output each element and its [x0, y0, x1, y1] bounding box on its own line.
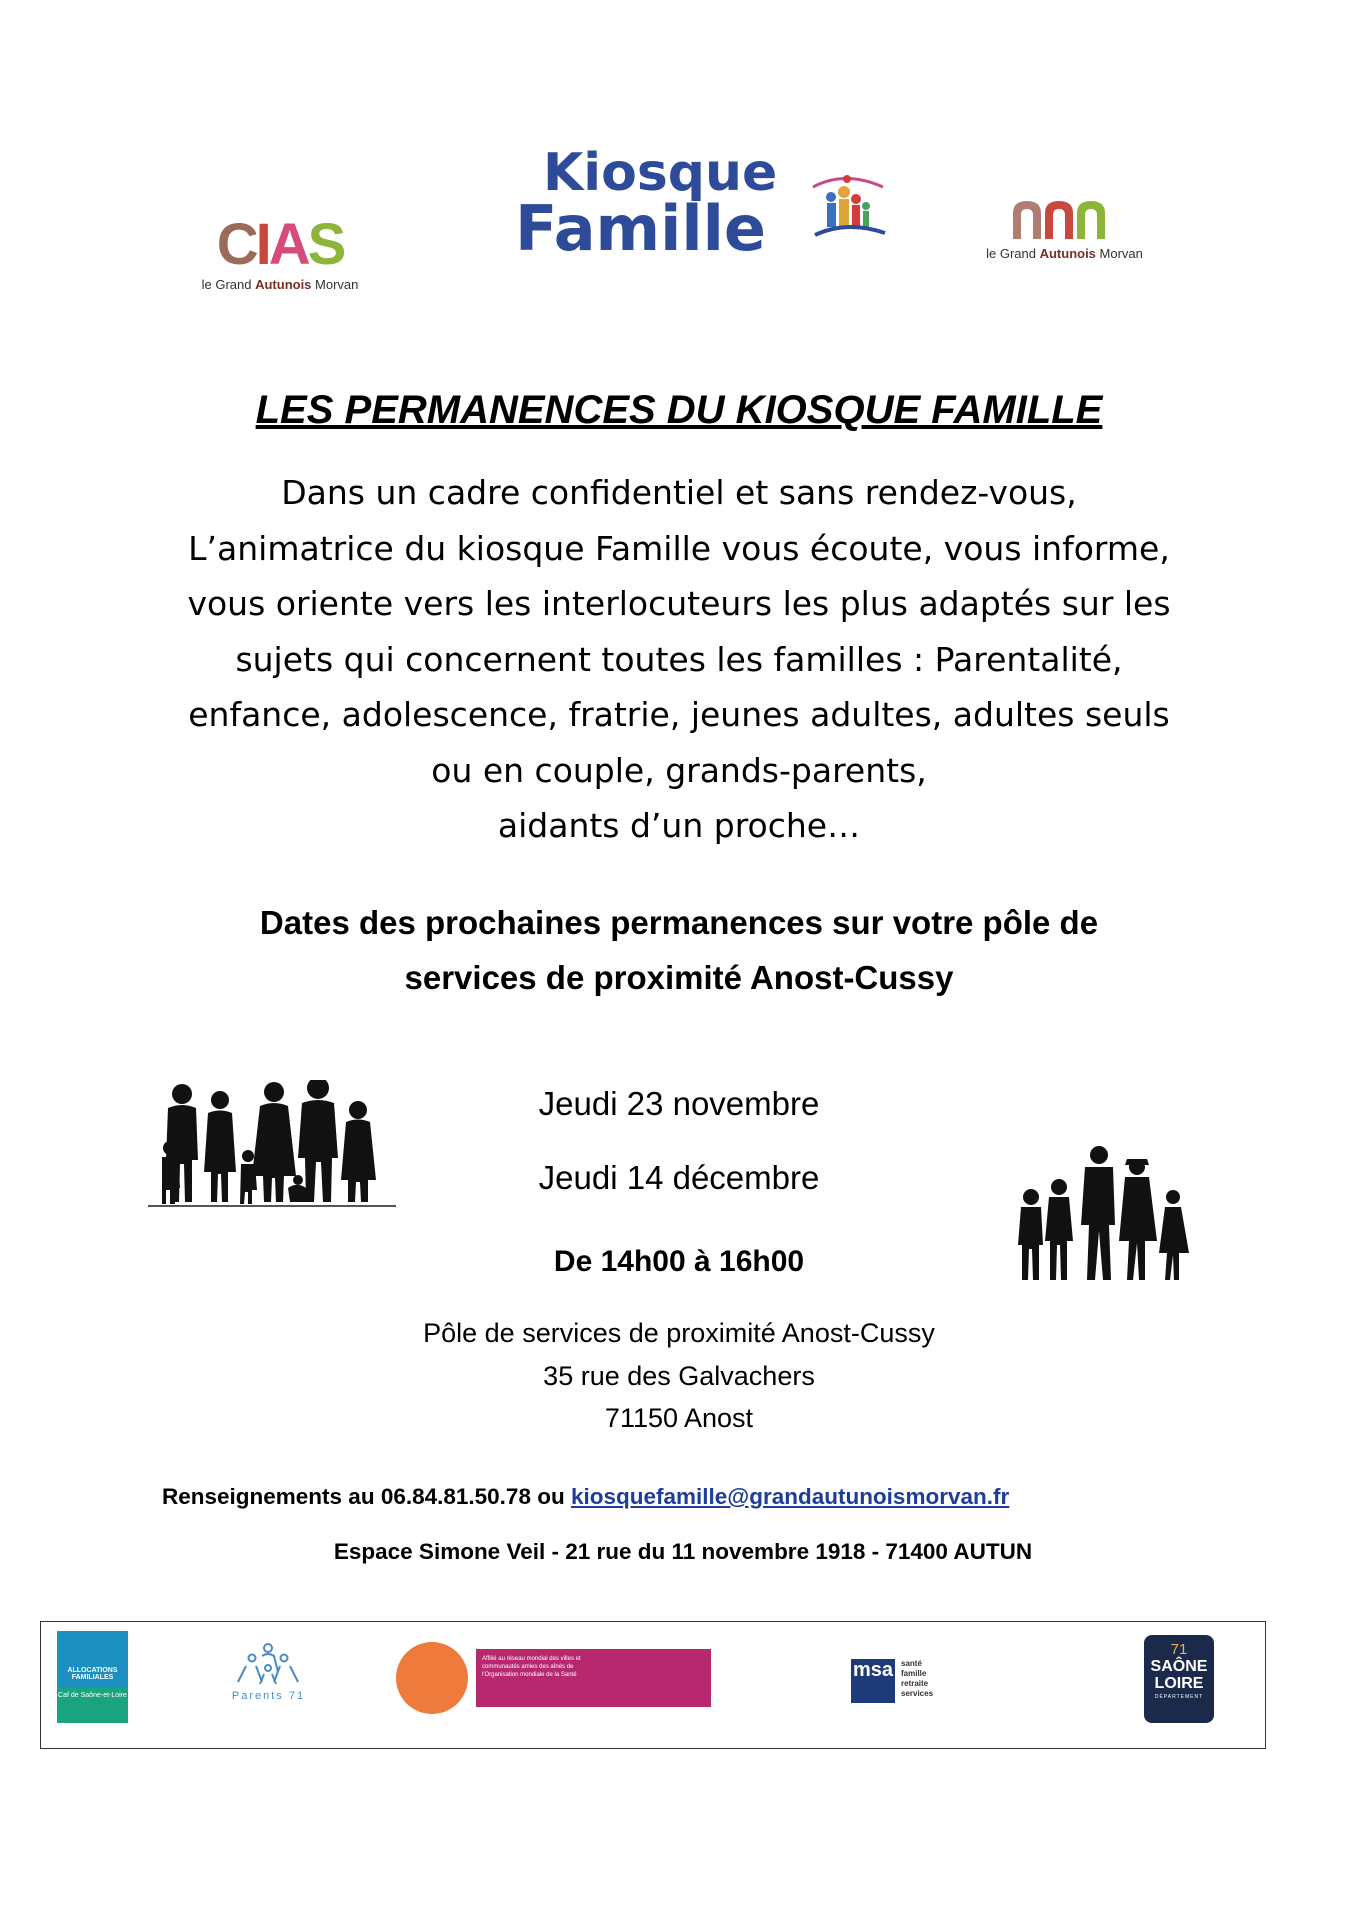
villes-amies-panel: [476, 1649, 711, 1707]
dates-heading-line1: Dates des prochaines permanences sur votre pôle de: [259, 904, 1099, 941]
saone-loire-line1: SAÔNE: [1150, 1658, 1208, 1675]
family-badge-icon: [805, 165, 890, 250]
cias-logo: [185, 212, 375, 292]
address-line2: 35 rue des Galvachers: [543, 1360, 815, 1391]
espace-address: Espace Simone Veil - 21 rue du 11 novembre 1918 - 71400 AUTUN: [333, 1539, 1033, 1564]
date-item: Jeudi 23 novembre: [538, 1085, 820, 1122]
intro-line: ou en couple, grands-parents,: [431, 750, 927, 790]
gam-subtitle: le Grand Autunois Morvan: [986, 246, 1143, 261]
gam-monogram-icon: [1005, 195, 1125, 239]
intro-line: L’animatrice du kiosque Famille vous écoute, vous informe,: [188, 528, 1170, 568]
saone-et-loire-logo: [1144, 1635, 1214, 1723]
villes-amies-des-aines-logo: [396, 1642, 716, 1712]
address-block: [0, 1312, 1358, 1440]
intro-paragraph: [150, 465, 1208, 854]
msa-services-text: santé famille retraite services: [901, 1659, 934, 1698]
kiosque-logo-line2: Famille: [515, 192, 766, 265]
contact-phone-text: Renseignements au 06.84.81.50.78 ou: [162, 1484, 571, 1509]
intro-line: sujets qui concernent toutes les familles : Parentalité,: [235, 639, 1123, 679]
parents71-text: Parents 71: [231, 1690, 306, 1702]
saone-loire-number: 71: [1170, 1641, 1188, 1658]
cias-wordmark: CIAS: [216, 212, 344, 277]
address-line1: Pôle de services de proximité Anost-Cussy: [423, 1318, 935, 1348]
cias-subtitle: le Grand Autunois Morvan: [201, 277, 359, 292]
caf-logo-bottom: Caf de Saône-et-Loire: [57, 1687, 128, 1723]
partners-bar: [40, 1621, 1266, 1749]
kiosque-famille-logo: [510, 140, 890, 270]
msa-box: msa: [851, 1659, 895, 1703]
villes-amies-badge: [396, 1642, 468, 1714]
address-line3: 71150 Anost: [604, 1403, 754, 1433]
grand-autunois-morvan-logo: [962, 195, 1167, 261]
kiosque-logo-line1: Kiosque: [543, 143, 778, 203]
parents71-logo: [226, 1642, 311, 1702]
saone-loire-dept: DÉPARTEMENT: [1154, 1694, 1204, 1700]
villes-amies-text: Affilié au réseau mondial des villes et communautés amies des aînés de l'Organisation mondiale de la Santé: [482, 1656, 581, 1678]
dates-heading-line2: services de proximité Anost-Cussy: [404, 959, 954, 996]
date-item: Jeudi 14 décembre: [538, 1159, 820, 1196]
contact-line: [162, 1484, 1009, 1510]
caf-logo: [57, 1631, 128, 1723]
hours-text: De 14h00 à 16h00: [553, 1245, 805, 1278]
caf-logo-top: ALLOCATIONS FAMILIALES: [57, 1631, 128, 1687]
saone-loire-line2: LOIRE: [1154, 1675, 1204, 1692]
intro-line: vous oriente vers les interlocuteurs les plus adaptés sur les: [187, 584, 1171, 623]
contact-email-link[interactable]: kiosquefamille@grandautunoismorvan.fr: [570, 1484, 1010, 1509]
intro-line: Dans un cadre confidentiel et sans rendez-vous,: [281, 473, 1077, 512]
dates-heading: [0, 895, 1358, 1005]
page-title: LES PERMANENCES DU KIOSQUE FAMILLE: [255, 388, 1103, 432]
intro-line: enfance, adolescence, fratrie, jeunes adultes, adultes seuls: [188, 695, 1170, 734]
parents71-people-icon: [226, 1642, 311, 1687]
msa-logo: [851, 1659, 971, 1703]
intro-line: aidants d’un proche…: [497, 806, 861, 845]
